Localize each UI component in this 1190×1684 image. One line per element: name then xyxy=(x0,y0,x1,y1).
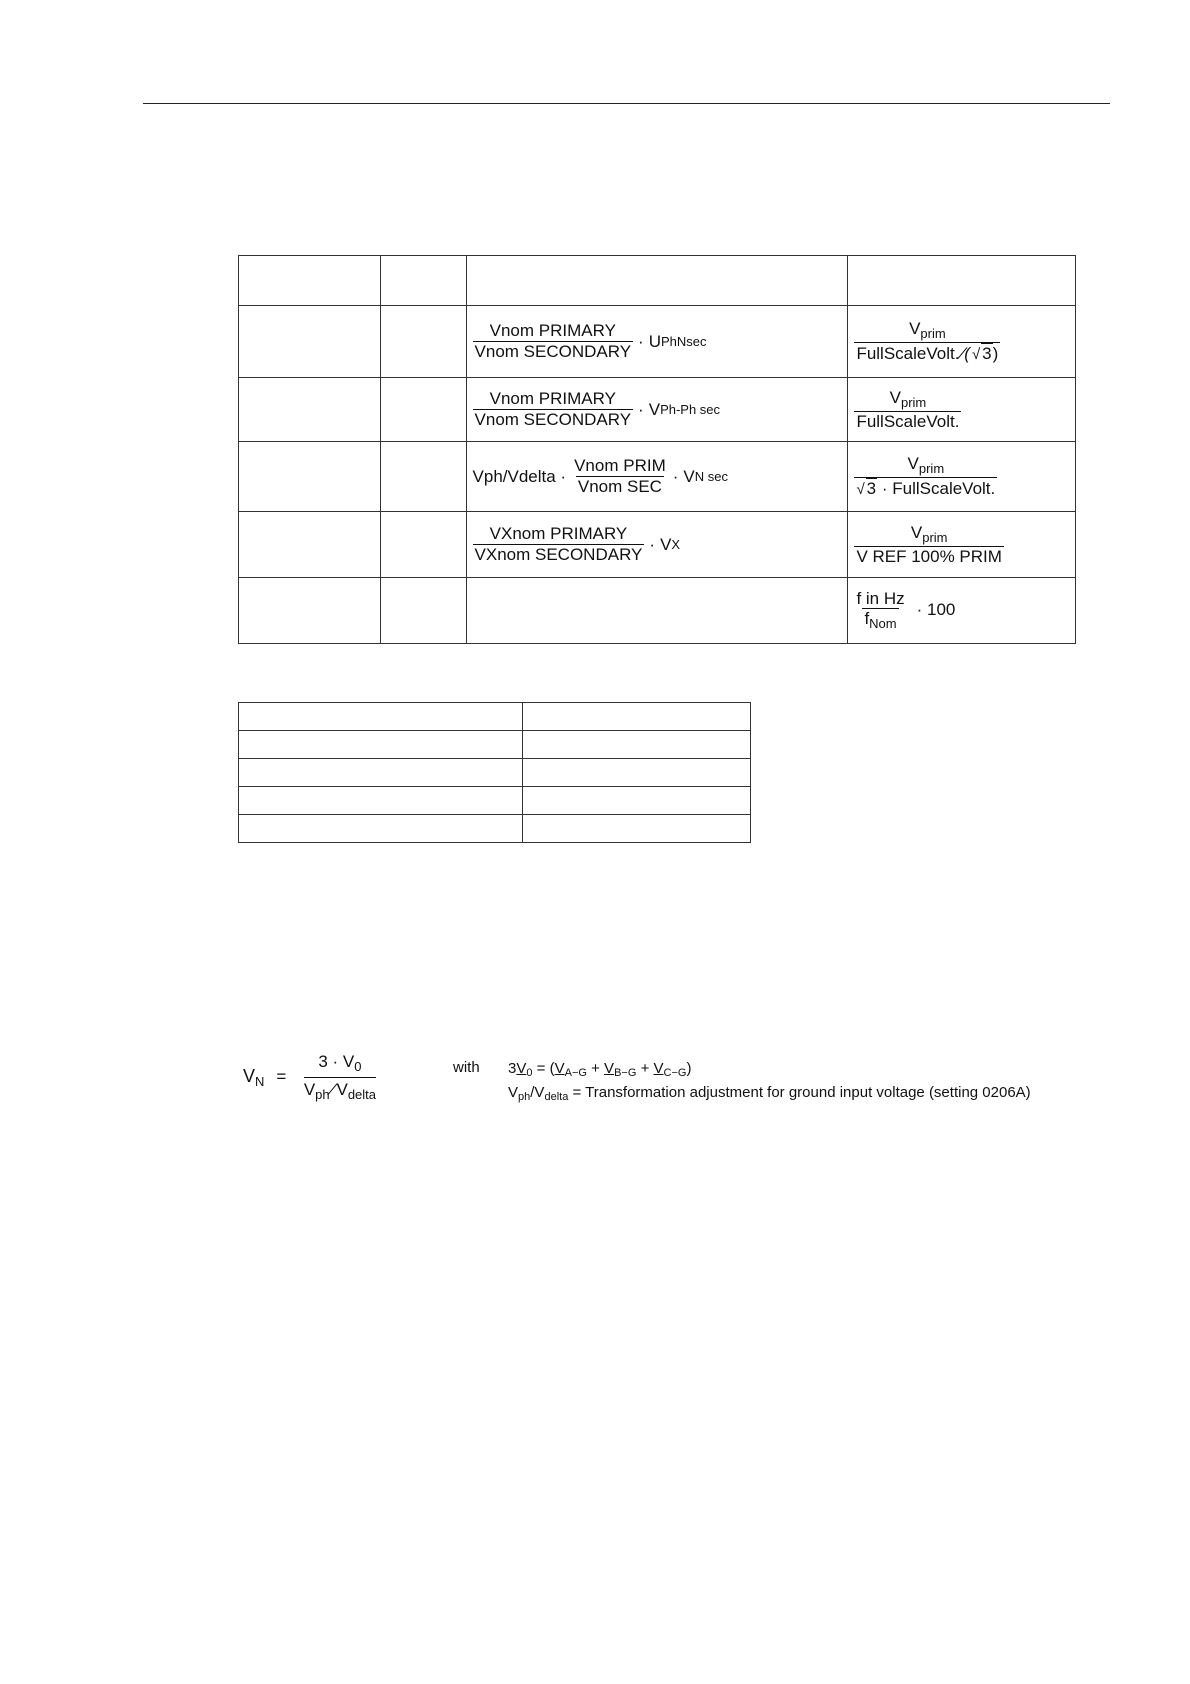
phasor-variable: V xyxy=(653,1060,664,1077)
definition-line-3v0 xyxy=(508,1059,1031,1083)
variable-subscript: ph xyxy=(315,1086,330,1102)
fraction-denominator xyxy=(862,608,898,632)
formula-cell xyxy=(466,306,848,378)
variable-subscript: Nom xyxy=(869,616,897,632)
coefficient: 3 xyxy=(508,1060,517,1077)
definition-line-vph-vdelta xyxy=(508,1083,1031,1107)
variable: V xyxy=(648,399,661,419)
operator: ) xyxy=(686,1060,692,1077)
division-slash: ⁄( xyxy=(961,344,970,364)
fraction-numerator: VXnom PRIMARY xyxy=(489,524,628,544)
variable: V xyxy=(910,522,923,542)
operator: + xyxy=(591,1060,600,1077)
variable-subscript: prim xyxy=(920,326,946,342)
table-row xyxy=(239,378,1076,442)
table-cell xyxy=(381,306,466,378)
header-cell xyxy=(239,256,381,306)
header-rule xyxy=(143,103,1110,104)
with-label: with xyxy=(453,1059,480,1076)
fraction-numerator: f in Hz xyxy=(856,588,905,608)
fraction xyxy=(854,523,1004,566)
fraction-denominator xyxy=(854,342,1000,364)
fraction xyxy=(572,456,668,496)
phasor-variable: V xyxy=(554,1060,565,1077)
table-cell xyxy=(381,512,466,578)
variable-subscript: prim xyxy=(900,394,927,410)
variable-subscript: 0 xyxy=(354,1059,362,1074)
variable: V xyxy=(683,466,695,486)
table-cell xyxy=(466,578,848,644)
multiply-dot: · xyxy=(638,399,644,419)
multiplier: · 100 xyxy=(916,600,956,620)
table-row xyxy=(239,703,751,731)
fraction-numerator xyxy=(907,319,948,342)
header-cell xyxy=(466,256,848,306)
variable: U xyxy=(648,331,661,351)
variable: V xyxy=(907,454,919,474)
numerator-text: 3 · V xyxy=(318,1052,355,1071)
variable-subscript: A−G xyxy=(564,1067,587,1079)
table-cell xyxy=(381,442,466,512)
table-cell xyxy=(523,815,751,843)
phasor-variable: V xyxy=(604,1060,615,1077)
fraction-numerator: Vnom PRIMARY xyxy=(489,321,616,341)
fraction xyxy=(298,1052,381,1103)
sqrt-icon: √ xyxy=(971,346,981,364)
variable-subscript: Ph-Ph sec xyxy=(660,402,721,417)
fraction-denominator xyxy=(304,1077,376,1103)
denominator-text: FullScaleVolt. xyxy=(856,344,960,364)
fraction-denominator: V REF 100% PRIM xyxy=(856,546,1002,566)
formula-definitions xyxy=(508,1059,1031,1107)
header-cell xyxy=(381,256,466,306)
variable-subscript: PhNsec xyxy=(661,334,707,349)
table-row xyxy=(239,759,751,787)
fraction-denominator: VXnom SECONDARY xyxy=(474,545,643,564)
multiply-dot: · xyxy=(638,331,644,351)
fraction xyxy=(854,388,961,431)
table-cell xyxy=(239,815,523,843)
division-slash: ⁄ xyxy=(331,1079,335,1099)
fraction-denominator: Vnom SECONDARY xyxy=(474,342,632,361)
variable-subscript: ph xyxy=(518,1091,531,1103)
table-row xyxy=(239,815,751,843)
variable-subscript: X xyxy=(671,537,681,552)
table-cell xyxy=(523,703,751,731)
fraction-numerator xyxy=(888,388,929,411)
table-row xyxy=(239,787,751,815)
formula-table xyxy=(238,255,1076,644)
variable-subscript: 0 xyxy=(526,1067,533,1079)
closing-paren: ) xyxy=(992,344,999,364)
variable-subscript: B−G xyxy=(614,1067,637,1079)
sqrt-icon: √ xyxy=(856,481,865,499)
fraction xyxy=(854,319,1000,363)
fraction-denominator: Vnom SECONDARY xyxy=(474,410,632,429)
table-cell xyxy=(239,306,381,378)
vn-formula xyxy=(243,1052,381,1103)
variable: V xyxy=(243,1065,256,1086)
table-cell xyxy=(239,787,523,815)
formula-cell xyxy=(466,512,848,578)
fraction-denominator xyxy=(854,477,997,499)
multiply-dot: · xyxy=(672,466,679,486)
scaling-cell xyxy=(848,378,1076,442)
fraction xyxy=(854,454,997,498)
fraction xyxy=(473,524,645,564)
variable: f xyxy=(864,609,870,629)
definition-text: = Transformation adjustment for ground input voltage (setting 0206A) xyxy=(572,1084,1031,1101)
table-row xyxy=(239,442,1076,512)
table-row xyxy=(239,578,1076,644)
phasor-variable: V xyxy=(516,1060,527,1077)
fraction-numerator xyxy=(298,1052,381,1077)
fraction-numerator: Vnom PRIM xyxy=(574,456,666,476)
table-row xyxy=(239,731,751,759)
sqrt-radicand: 3 xyxy=(982,344,992,364)
table-cell xyxy=(381,378,466,442)
variable-subscript: prim xyxy=(922,529,948,545)
variable-subscript: C−G xyxy=(663,1067,687,1079)
fraction-numerator xyxy=(906,454,947,477)
table-cell xyxy=(381,578,466,644)
fraction xyxy=(473,389,634,429)
variable-subscript: prim xyxy=(918,461,945,477)
variable-subscript: N sec xyxy=(694,469,728,484)
small-table xyxy=(238,702,751,843)
table-row xyxy=(239,306,1076,378)
formula-cell xyxy=(466,378,848,442)
table-header-row xyxy=(239,256,1076,306)
multiply-dot: · xyxy=(649,534,656,554)
fraction-denominator: Vnom SEC xyxy=(577,477,662,496)
denominator-text: · FullScaleVolt. xyxy=(881,479,996,499)
equals-sign: = xyxy=(276,1067,287,1087)
table-cell xyxy=(523,787,751,815)
table-cell xyxy=(239,759,523,787)
variable: V xyxy=(508,1084,519,1101)
variable: V xyxy=(660,534,672,554)
scaling-cell xyxy=(848,512,1076,578)
formula-lhs xyxy=(243,1066,264,1089)
table-cell xyxy=(239,378,381,442)
variable-subscript: N xyxy=(255,1073,265,1089)
variable: V xyxy=(889,387,901,407)
table-cell xyxy=(239,578,381,644)
fraction xyxy=(473,321,634,361)
formula-cell xyxy=(466,442,848,512)
variable-subscript: delta xyxy=(544,1091,569,1103)
table-cell xyxy=(239,703,523,731)
scaling-cell xyxy=(848,578,1076,644)
fraction-numerator: Vnom PRIMARY xyxy=(489,389,616,409)
variable: V xyxy=(303,1079,316,1099)
operator: + xyxy=(640,1060,650,1077)
scaling-cell xyxy=(848,306,1076,378)
table-cell xyxy=(523,731,751,759)
sqrt-radicand: 3 xyxy=(866,479,877,499)
table-cell xyxy=(239,442,381,512)
table-row xyxy=(239,512,1076,578)
variable: /V xyxy=(530,1084,545,1101)
scaling-cell xyxy=(848,442,1076,512)
variable: V xyxy=(909,319,921,339)
variable: V xyxy=(336,1079,348,1099)
fraction xyxy=(854,589,906,632)
table-cell xyxy=(523,759,751,787)
table-cell xyxy=(239,731,523,759)
operator: = ( xyxy=(536,1060,555,1077)
table-cell xyxy=(239,512,381,578)
header-cell xyxy=(848,256,1076,306)
fraction-numerator xyxy=(909,523,950,546)
fraction-denominator: FullScaleVolt. xyxy=(856,411,960,431)
formula-prefix: Vph/Vdelta · xyxy=(472,466,567,486)
variable-subscript: delta xyxy=(347,1086,377,1102)
